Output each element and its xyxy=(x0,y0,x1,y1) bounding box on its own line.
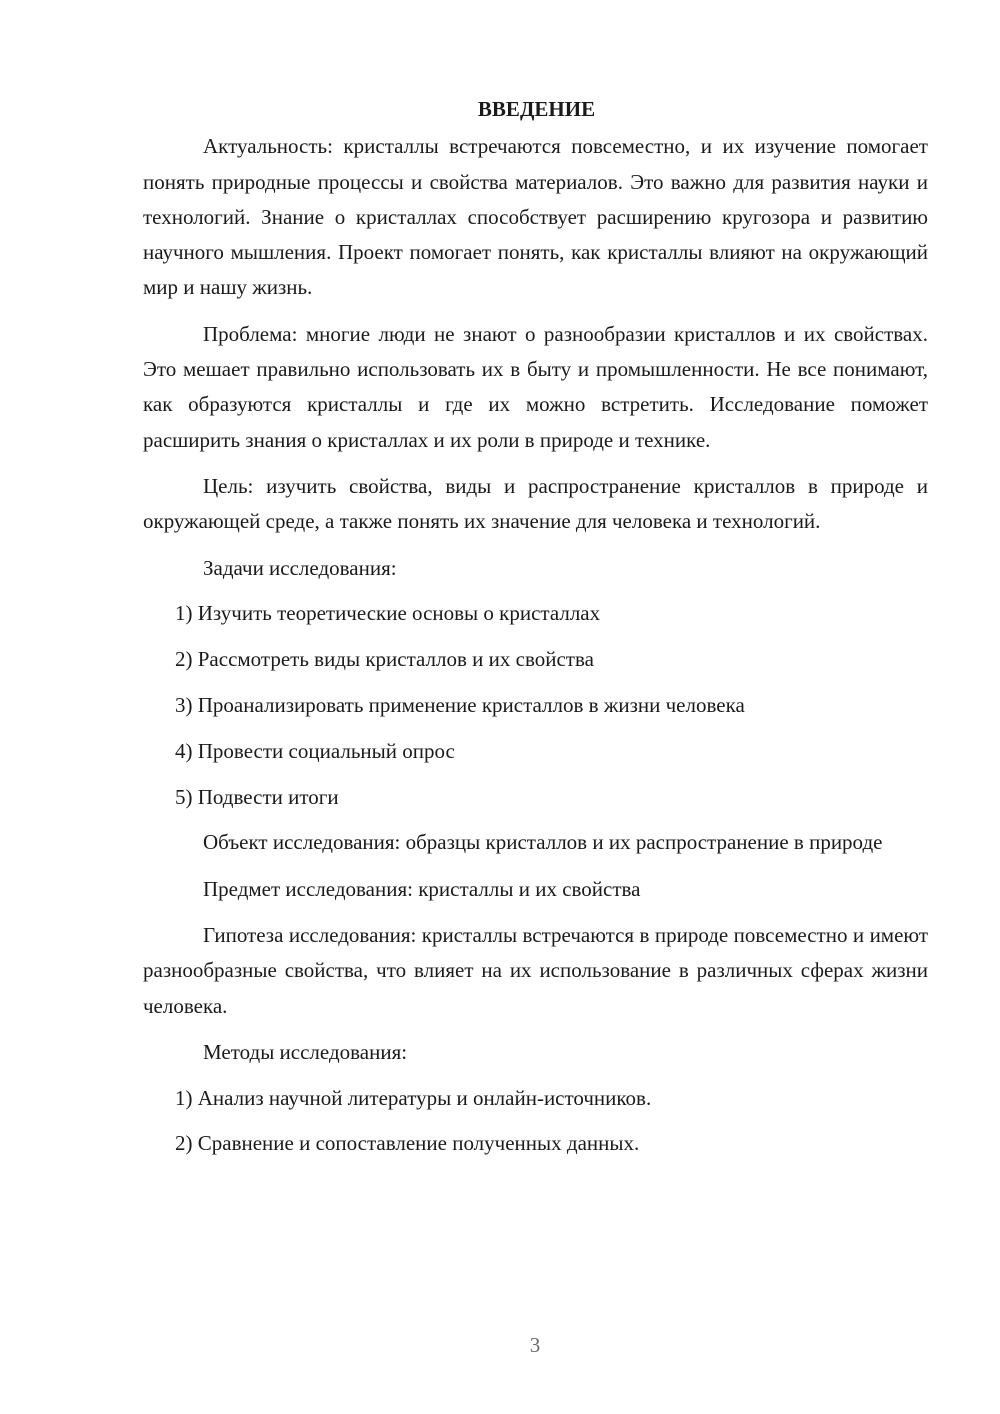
task-item: 1) Изучить теоретические основы о кристаллах xyxy=(175,601,601,626)
task-item: 4) Провести социальный опрос xyxy=(175,738,455,763)
method-item: 1) Анализ научной литературы и онлайн-источников. xyxy=(175,1085,652,1110)
section-title: ВВЕДЕНИЕ xyxy=(477,97,596,121)
problem-paragraph: Проблема: многие люди не знают о разнообразии кристаллов и их свойствах. Это мешает правильно использовать их в быту и промышленности. Не все понимают, как образуются кристаллы и где их можно встретить. Исследование поможет расширить знания о кристаллах и их роли в природе и технике. xyxy=(143,321,928,452)
subject-paragraph: Предмет исследования: кристаллы и их свойства xyxy=(203,876,641,901)
method-item: 2) Сравнение и сопоставление полученных данных. xyxy=(175,1131,640,1156)
page-number: 3 xyxy=(529,1333,541,1357)
tasks-heading: Задачи исследования: xyxy=(203,555,397,580)
task-item: 3) Проанализировать применение кристаллов в жизни человека xyxy=(175,692,745,717)
methods-heading: Методы исследования: xyxy=(203,1039,408,1064)
task-item: 5) Подвести итоги xyxy=(175,784,339,809)
goal-paragraph: Цель: изучить свойства, виды и распространение кристаллов в природе и окружающей среде, а также понять их значение для человека и технологий. xyxy=(143,473,928,534)
task-item: 2) Рассмотреть виды кристаллов и их свойства xyxy=(175,647,594,672)
hypothesis-paragraph: Гипотеза исследования: кристаллы встречаются в природе повсеместно и имеют разнообразные свойства, что влияет на их использование в различных сферах жизни человека. xyxy=(143,922,928,1018)
relevance-paragraph: Актуальность: кристаллы встречаются повсеместно, и их изучение помогает понять природные процессы и свойства материалов. Это важно для развития науки и технологий. Знание о кристаллах способствует расширению кругозора и развитию научного мышления. Проект помогает понять, как кристаллы влияют на окружающий мир и нашу жизнь. xyxy=(143,134,928,300)
document-page xyxy=(143,92,928,1172)
object-paragraph: Объект исследования: образцы кристаллов и их распространение в природе xyxy=(203,830,883,855)
